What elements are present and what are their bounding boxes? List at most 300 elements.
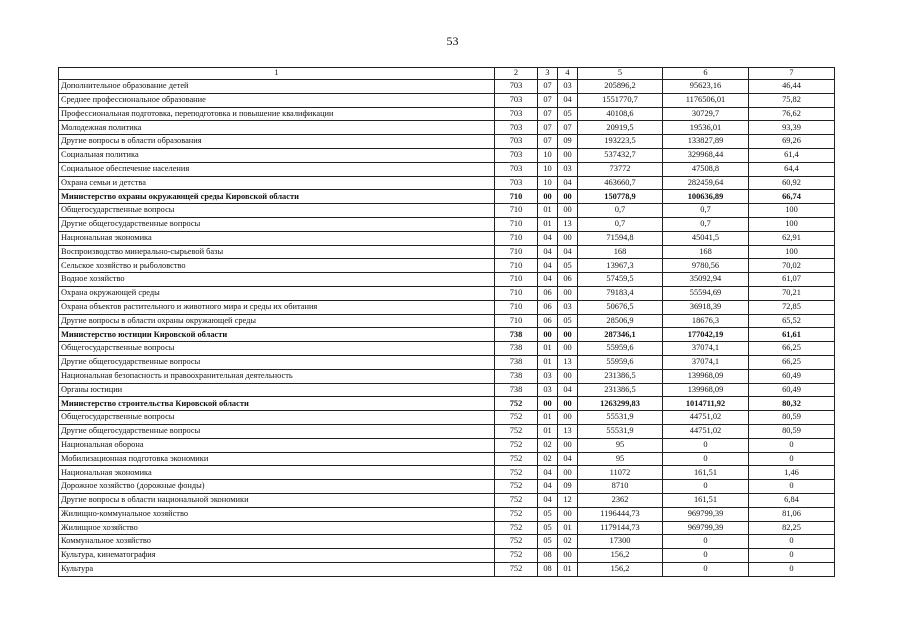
subsection-cell: 04: [558, 176, 578, 190]
planned-amount-cell: 193223,5: [578, 135, 663, 149]
table-row: [59, 355, 835, 369]
section-cell: 01: [538, 424, 558, 438]
subsection-cell: 03: [558, 80, 578, 94]
planned-amount-cell: 156,2: [578, 549, 663, 563]
subsection-cell: 04: [558, 452, 578, 466]
table-row: [59, 493, 835, 507]
table-row: [59, 176, 835, 190]
planned-amount-cell: 55959,6: [578, 355, 663, 369]
section-cell: 04: [538, 480, 558, 494]
row-name-cell: Органы юстиции: [59, 383, 495, 397]
section-cell: 06: [538, 286, 558, 300]
table-row: [59, 342, 835, 356]
percent-cell: 80,32: [749, 397, 835, 411]
subsection-cell: 00: [558, 507, 578, 521]
subsection-cell: 01: [558, 562, 578, 576]
code-cell: 752: [495, 549, 538, 563]
table-row: [59, 204, 835, 218]
table-row: [59, 259, 835, 273]
subsection-cell: 12: [558, 493, 578, 507]
percent-cell: 46,44: [749, 80, 835, 94]
section-cell: 10: [538, 176, 558, 190]
actual-amount-cell: 177042,19: [663, 328, 749, 342]
table-row: [59, 424, 835, 438]
table-row: [59, 190, 835, 204]
page-number: 53: [446, 34, 459, 48]
subsection-cell: 04: [558, 383, 578, 397]
code-cell: 738: [495, 355, 538, 369]
percent-cell: 100: [749, 217, 835, 231]
section-cell: 01: [538, 204, 558, 218]
actual-amount-cell: 161,51: [663, 466, 749, 480]
planned-amount-cell: 150778,9: [578, 190, 663, 204]
row-name-cell: Национальная экономика: [59, 466, 495, 480]
percent-cell: 0: [749, 480, 835, 494]
table-row: [59, 286, 835, 300]
table-row: [59, 217, 835, 231]
table-row: [59, 535, 835, 549]
planned-amount-cell: 1179144,73: [578, 521, 663, 535]
table-row: [59, 80, 835, 94]
actual-amount-cell: 0: [663, 438, 749, 452]
code-cell: 703: [495, 121, 538, 135]
actual-amount-cell: 0: [663, 535, 749, 549]
row-name-cell: Национальная оборона: [59, 438, 495, 452]
percent-cell: 70,02: [749, 259, 835, 273]
percent-cell: 81,06: [749, 507, 835, 521]
percent-cell: 6,84: [749, 493, 835, 507]
actual-amount-cell: 47508,8: [663, 162, 749, 176]
row-name-cell: Среднее профессиональное образование: [59, 93, 495, 107]
table-row: [59, 93, 835, 107]
subsection-cell: 03: [558, 300, 578, 314]
code-cell: 752: [495, 562, 538, 576]
row-name-cell: Другие вопросы в области национальной экономики: [59, 493, 495, 507]
code-cell: 703: [495, 107, 538, 121]
header-row: [59, 68, 835, 80]
table-row: [59, 411, 835, 425]
section-cell: 08: [538, 562, 558, 576]
table-row: [59, 562, 835, 576]
table-row: [59, 107, 835, 121]
section-cell: 07: [538, 107, 558, 121]
section-cell: 01: [538, 411, 558, 425]
code-cell: 752: [495, 424, 538, 438]
code-cell: 752: [495, 411, 538, 425]
table-row: [59, 383, 835, 397]
section-cell: 04: [538, 273, 558, 287]
code-cell: 752: [495, 438, 538, 452]
code-cell: 710: [495, 217, 538, 231]
table-row: [59, 314, 835, 328]
table-row: [59, 397, 835, 411]
subsection-cell: 13: [558, 424, 578, 438]
planned-amount-cell: 287346,1: [578, 328, 663, 342]
planned-amount-cell: 79183,4: [578, 286, 663, 300]
header-cell: 1: [59, 68, 495, 80]
budget-table-container: [58, 67, 835, 577]
section-cell: 06: [538, 300, 558, 314]
subsection-cell: 05: [558, 107, 578, 121]
subsection-cell: 00: [558, 438, 578, 452]
planned-amount-cell: 13967,3: [578, 259, 663, 273]
section-cell: 00: [538, 190, 558, 204]
percent-cell: 60,49: [749, 383, 835, 397]
percent-cell: 65,52: [749, 314, 835, 328]
percent-cell: 66,25: [749, 355, 835, 369]
actual-amount-cell: 1176506,01: [663, 93, 749, 107]
actual-amount-cell: 30729,7: [663, 107, 749, 121]
planned-amount-cell: 168: [578, 245, 663, 259]
row-name-cell: Министерство охраны окружающей среды Кировской области: [59, 190, 495, 204]
code-cell: 738: [495, 383, 538, 397]
code-cell: 703: [495, 93, 538, 107]
actual-amount-cell: 0,7: [663, 204, 749, 218]
percent-cell: 60,92: [749, 176, 835, 190]
subsection-cell: 00: [558, 397, 578, 411]
percent-cell: 70,21: [749, 286, 835, 300]
section-cell: 01: [538, 355, 558, 369]
subsection-cell: 09: [558, 480, 578, 494]
section-cell: 04: [538, 259, 558, 273]
section-cell: 10: [538, 148, 558, 162]
table-row: [59, 121, 835, 135]
row-name-cell: Министерство юстиции Кировской области: [59, 328, 495, 342]
planned-amount-cell: 8710: [578, 480, 663, 494]
percent-cell: 66,25: [749, 342, 835, 356]
percent-cell: 64,4: [749, 162, 835, 176]
subsection-cell: 00: [558, 286, 578, 300]
percent-cell: 0: [749, 549, 835, 563]
percent-cell: 76,62: [749, 107, 835, 121]
subsection-cell: 00: [558, 466, 578, 480]
actual-amount-cell: 9780,56: [663, 259, 749, 273]
row-name-cell: Профессиональная подготовка, переподготовка и повышение квалификации: [59, 107, 495, 121]
section-cell: 00: [538, 397, 558, 411]
row-name-cell: Сельское хозяйство и рыболовство: [59, 259, 495, 273]
planned-amount-cell: 50676,5: [578, 300, 663, 314]
percent-cell: 0: [749, 535, 835, 549]
section-cell: 00: [538, 328, 558, 342]
table-row: [59, 273, 835, 287]
percent-cell: 80,59: [749, 411, 835, 425]
actual-amount-cell: 44751,02: [663, 424, 749, 438]
subsection-cell: 07: [558, 121, 578, 135]
code-cell: 710: [495, 259, 538, 273]
row-name-cell: Общегосударственные вопросы: [59, 204, 495, 218]
row-name-cell: Жилищное хозяйство: [59, 521, 495, 535]
section-cell: 02: [538, 452, 558, 466]
percent-cell: 69,26: [749, 135, 835, 149]
actual-amount-cell: 161,51: [663, 493, 749, 507]
actual-amount-cell: 37074,1: [663, 342, 749, 356]
code-cell: 710: [495, 245, 538, 259]
section-cell: 08: [538, 549, 558, 563]
actual-amount-cell: 18676,3: [663, 314, 749, 328]
percent-cell: 60,49: [749, 369, 835, 383]
actual-amount-cell: 969799,39: [663, 507, 749, 521]
table-row: [59, 521, 835, 535]
subsection-cell: 04: [558, 245, 578, 259]
percent-cell: 75,82: [749, 93, 835, 107]
code-cell: 710: [495, 273, 538, 287]
planned-amount-cell: 0,7: [578, 204, 663, 218]
row-name-cell: Жилищно-коммунальное хозяйство: [59, 507, 495, 521]
row-name-cell: Другие вопросы в области охраны окружающей среды: [59, 314, 495, 328]
subsection-cell: 00: [558, 190, 578, 204]
table-row: [59, 162, 835, 176]
subsection-cell: 09: [558, 135, 578, 149]
row-name-cell: Молодежная политика: [59, 121, 495, 135]
table-row: [59, 549, 835, 563]
row-name-cell: Общегосударственные вопросы: [59, 342, 495, 356]
planned-amount-cell: 537432,7: [578, 148, 663, 162]
section-cell: 07: [538, 80, 558, 94]
code-cell: 710: [495, 204, 538, 218]
table-row: [59, 466, 835, 480]
percent-cell: 82,25: [749, 521, 835, 535]
planned-amount-cell: 11072: [578, 466, 663, 480]
actual-amount-cell: 35092,94: [663, 273, 749, 287]
table-row: [59, 231, 835, 245]
row-name-cell: Министерство строительства Кировской области: [59, 397, 495, 411]
subsection-cell: 02: [558, 535, 578, 549]
table-row: [59, 328, 835, 342]
actual-amount-cell: 100636,89: [663, 190, 749, 204]
header-cell: 2: [495, 68, 538, 80]
code-cell: 738: [495, 328, 538, 342]
row-name-cell: Коммунальное хозяйство: [59, 535, 495, 549]
code-cell: 752: [495, 507, 538, 521]
planned-amount-cell: 231386,5: [578, 383, 663, 397]
table-row: [59, 369, 835, 383]
row-name-cell: Охрана семьи и детства: [59, 176, 495, 190]
code-cell: 752: [495, 493, 538, 507]
subsection-cell: 13: [558, 217, 578, 231]
code-cell: 752: [495, 452, 538, 466]
percent-cell: 100: [749, 204, 835, 218]
code-cell: 710: [495, 190, 538, 204]
section-cell: 04: [538, 245, 558, 259]
table-row: [59, 148, 835, 162]
percent-cell: 0: [749, 562, 835, 576]
code-cell: 703: [495, 176, 538, 190]
row-name-cell: Охрана окружающей среды: [59, 286, 495, 300]
planned-amount-cell: 2362: [578, 493, 663, 507]
percent-cell: 62,91: [749, 231, 835, 245]
section-cell: 04: [538, 493, 558, 507]
header-cell: 5: [578, 68, 663, 80]
section-cell: 05: [538, 521, 558, 535]
planned-amount-cell: 1551770,7: [578, 93, 663, 107]
planned-amount-cell: 55531,9: [578, 424, 663, 438]
code-cell: 752: [495, 480, 538, 494]
percent-cell: 0: [749, 438, 835, 452]
row-name-cell: Национальная экономика: [59, 231, 495, 245]
section-cell: 02: [538, 438, 558, 452]
actual-amount-cell: 282459,64: [663, 176, 749, 190]
section-cell: 07: [538, 93, 558, 107]
percent-cell: 100: [749, 245, 835, 259]
section-cell: 04: [538, 231, 558, 245]
planned-amount-cell: 156,2: [578, 562, 663, 576]
code-cell: 752: [495, 466, 538, 480]
section-cell: 04: [538, 466, 558, 480]
actual-amount-cell: 1014711,92: [663, 397, 749, 411]
row-name-cell: Другие вопросы в области образования: [59, 135, 495, 149]
row-name-cell: Другие общегосударственные вопросы: [59, 355, 495, 369]
percent-cell: 0: [749, 452, 835, 466]
header-cell: 4: [558, 68, 578, 80]
row-name-cell: Социальное обеспечение населения: [59, 162, 495, 176]
planned-amount-cell: 55531,9: [578, 411, 663, 425]
table-row: [59, 300, 835, 314]
row-name-cell: Другие общегосударственные вопросы: [59, 217, 495, 231]
actual-amount-cell: 168: [663, 245, 749, 259]
planned-amount-cell: 463660,7: [578, 176, 663, 190]
planned-amount-cell: 231386,5: [578, 369, 663, 383]
actual-amount-cell: 139968,09: [663, 383, 749, 397]
section-cell: 10: [538, 162, 558, 176]
table-row: [59, 245, 835, 259]
planned-amount-cell: 95: [578, 438, 663, 452]
actual-amount-cell: 37074,1: [663, 355, 749, 369]
planned-amount-cell: 40108,6: [578, 107, 663, 121]
code-cell: 710: [495, 314, 538, 328]
percent-cell: 80,59: [749, 424, 835, 438]
code-cell: 710: [495, 286, 538, 300]
table-row: [59, 507, 835, 521]
planned-amount-cell: 95: [578, 452, 663, 466]
percent-cell: 66,74: [749, 190, 835, 204]
actual-amount-cell: 969799,39: [663, 521, 749, 535]
percent-cell: 1,46: [749, 466, 835, 480]
actual-amount-cell: 44751,02: [663, 411, 749, 425]
actual-amount-cell: 133827,89: [663, 135, 749, 149]
subsection-cell: 00: [558, 148, 578, 162]
subsection-cell: 00: [558, 231, 578, 245]
actual-amount-cell: 329968,44: [663, 148, 749, 162]
subsection-cell: 05: [558, 314, 578, 328]
planned-amount-cell: 205896,2: [578, 80, 663, 94]
actual-amount-cell: 0: [663, 549, 749, 563]
planned-amount-cell: 55959,6: [578, 342, 663, 356]
row-name-cell: Социальная политика: [59, 148, 495, 162]
section-cell: 07: [538, 121, 558, 135]
subsection-cell: 05: [558, 259, 578, 273]
row-name-cell: Водное хозяйство: [59, 273, 495, 287]
planned-amount-cell: 57459,5: [578, 273, 663, 287]
row-name-cell: Мобилизационная подготовка экономики: [59, 452, 495, 466]
table-row: [59, 438, 835, 452]
section-cell: 07: [538, 135, 558, 149]
actual-amount-cell: 19536,01: [663, 121, 749, 135]
budget-table: [58, 67, 835, 577]
planned-amount-cell: 71594,8: [578, 231, 663, 245]
subsection-cell: 03: [558, 162, 578, 176]
percent-cell: 61,4: [749, 148, 835, 162]
row-name-cell: Культура, кинематография: [59, 549, 495, 563]
subsection-cell: 06: [558, 273, 578, 287]
section-cell: 03: [538, 383, 558, 397]
percent-cell: 93,39: [749, 121, 835, 135]
code-cell: 703: [495, 80, 538, 94]
actual-amount-cell: 0: [663, 480, 749, 494]
section-cell: 06: [538, 314, 558, 328]
planned-amount-cell: 20919,5: [578, 121, 663, 135]
code-cell: 710: [495, 231, 538, 245]
code-cell: 738: [495, 369, 538, 383]
code-cell: 703: [495, 162, 538, 176]
row-name-cell: Культура: [59, 562, 495, 576]
subsection-cell: 00: [558, 549, 578, 563]
actual-amount-cell: 139968,09: [663, 369, 749, 383]
actual-amount-cell: 0: [663, 562, 749, 576]
row-name-cell: Охрана объектов растительного и животного мира и среды их обитания: [59, 300, 495, 314]
subsection-cell: 00: [558, 369, 578, 383]
percent-cell: 72,85: [749, 300, 835, 314]
row-name-cell: Национальная безопасность и правоохранительная деятельность: [59, 369, 495, 383]
subsection-cell: 04: [558, 93, 578, 107]
actual-amount-cell: 45041,5: [663, 231, 749, 245]
row-name-cell: Дорожное хозяйство (дорожные фонды): [59, 480, 495, 494]
code-cell: 752: [495, 535, 538, 549]
section-cell: 01: [538, 217, 558, 231]
section-cell: 01: [538, 342, 558, 356]
planned-amount-cell: 28506,9: [578, 314, 663, 328]
subsection-cell: 00: [558, 411, 578, 425]
budget-table-body: [59, 68, 835, 577]
actual-amount-cell: 55594,69: [663, 286, 749, 300]
planned-amount-cell: 1263299,83: [578, 397, 663, 411]
code-cell: 752: [495, 521, 538, 535]
actual-amount-cell: 0,7: [663, 217, 749, 231]
row-name-cell: Общегосударственные вопросы: [59, 411, 495, 425]
code-cell: 703: [495, 148, 538, 162]
header-cell: 7: [749, 68, 835, 80]
code-cell: 752: [495, 397, 538, 411]
row-name-cell: Другие общегосударственные вопросы: [59, 424, 495, 438]
header-cell: 3: [538, 68, 558, 80]
section-cell: 05: [538, 535, 558, 549]
row-name-cell: Дополнительное образование детей: [59, 80, 495, 94]
subsection-cell: 00: [558, 328, 578, 342]
code-cell: 703: [495, 135, 538, 149]
planned-amount-cell: 0,7: [578, 217, 663, 231]
code-cell: 738: [495, 342, 538, 356]
planned-amount-cell: 17300: [578, 535, 663, 549]
header-cell: 6: [663, 68, 749, 80]
section-cell: 03: [538, 369, 558, 383]
subsection-cell: 13: [558, 355, 578, 369]
percent-cell: 61,61: [749, 328, 835, 342]
table-row: [59, 135, 835, 149]
subsection-cell: 01: [558, 521, 578, 535]
row-name-cell: Воспроизводство минерально-сырьевой базы: [59, 245, 495, 259]
code-cell: 710: [495, 300, 538, 314]
table-row: [59, 480, 835, 494]
actual-amount-cell: 0: [663, 452, 749, 466]
planned-amount-cell: 1196444,73: [578, 507, 663, 521]
section-cell: 05: [538, 507, 558, 521]
percent-cell: 61,07: [749, 273, 835, 287]
subsection-cell: 00: [558, 204, 578, 218]
actual-amount-cell: 95623,16: [663, 80, 749, 94]
planned-amount-cell: 73772: [578, 162, 663, 176]
subsection-cell: 00: [558, 342, 578, 356]
actual-amount-cell: 36918,39: [663, 300, 749, 314]
table-row: [59, 452, 835, 466]
